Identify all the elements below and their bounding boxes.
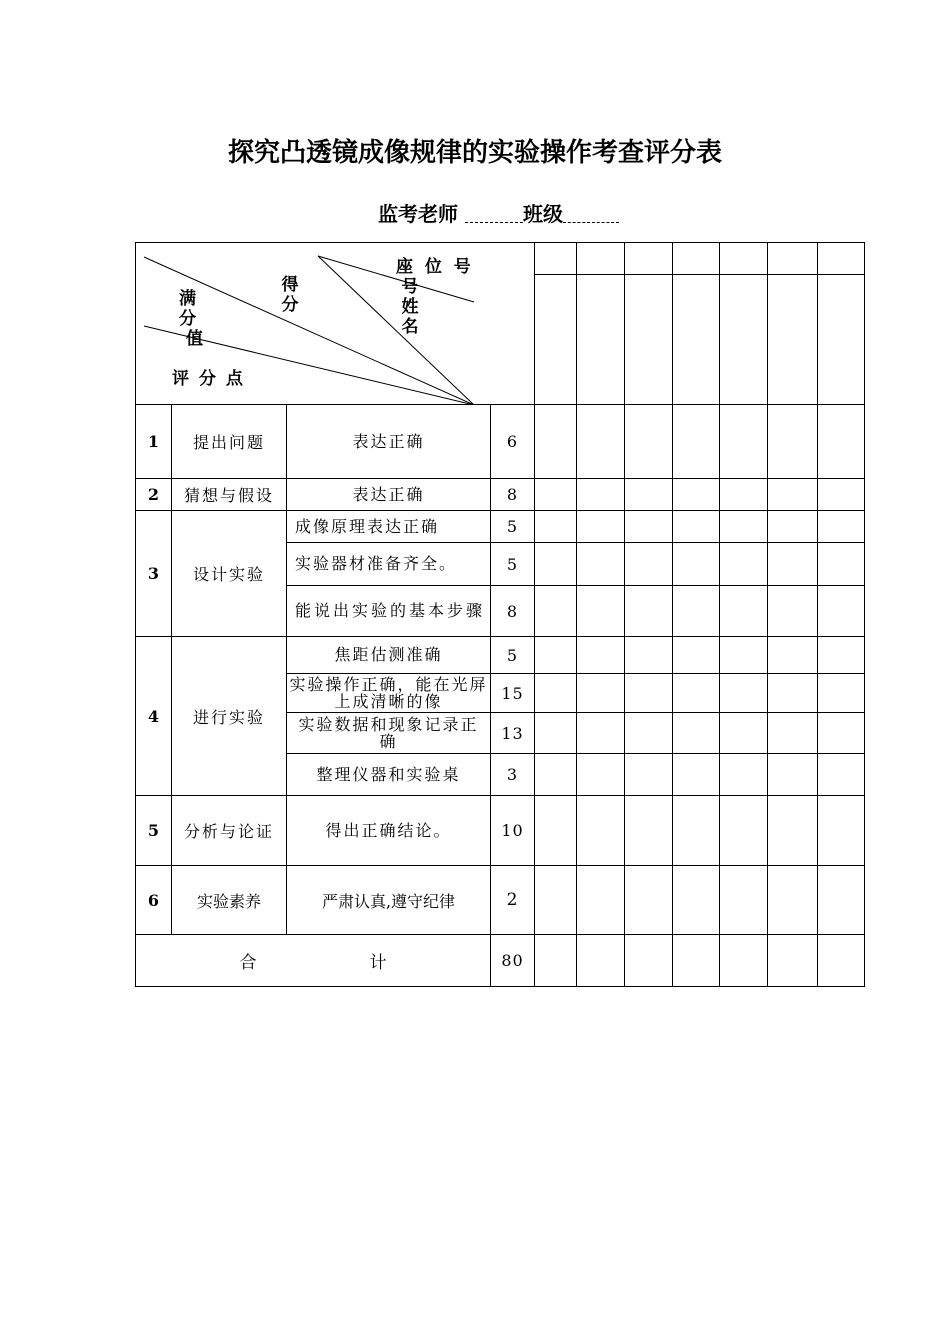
score-cell[interactable] (625, 866, 673, 935)
score-cell[interactable] (577, 586, 625, 637)
score-cell[interactable] (720, 713, 768, 754)
score-cell[interactable] (673, 586, 720, 637)
score-cell[interactable] (673, 405, 720, 479)
score-cell[interactable] (768, 866, 818, 935)
total-label: 合 计 (136, 935, 491, 987)
full-score: 5 (491, 543, 535, 586)
score-cell[interactable] (625, 935, 673, 987)
full-score: 5 (491, 637, 535, 674)
points-header: 评 分 点 (172, 369, 245, 389)
score-cell[interactable] (720, 674, 768, 713)
score-cell[interactable] (720, 637, 768, 674)
scoring-table (135, 242, 865, 987)
name-cell[interactable] (768, 275, 818, 405)
score-cell[interactable] (535, 637, 577, 674)
score-cell[interactable] (720, 754, 768, 796)
seat-cell[interactable] (535, 243, 577, 275)
score-cell[interactable] (768, 405, 818, 479)
score-cell[interactable] (577, 637, 625, 674)
score-cell[interactable] (577, 543, 625, 586)
seat-cell[interactable] (625, 243, 673, 275)
score-cell[interactable] (535, 935, 577, 987)
score-cell[interactable] (535, 674, 577, 713)
seat-cell[interactable] (673, 243, 720, 275)
score-cell[interactable] (818, 866, 865, 935)
full-score: 10 (491, 796, 535, 866)
scoring-point: 实验器材准备齐全。 (287, 543, 491, 586)
table-row (136, 866, 865, 935)
score-cell[interactable] (535, 796, 577, 866)
score-cell[interactable] (720, 586, 768, 637)
score-cell[interactable] (577, 479, 625, 511)
score-cell[interactable] (535, 405, 577, 479)
full-score: 6 (491, 405, 535, 479)
score-cell[interactable] (720, 796, 768, 866)
score-cell[interactable] (768, 935, 818, 987)
score-cell[interactable] (818, 754, 865, 796)
total-row (136, 935, 865, 987)
teacher-label: 监考老师 (378, 202, 458, 226)
category-label: 实验素养 (172, 866, 287, 935)
seat-cell[interactable] (768, 243, 818, 275)
full-score: 13 (491, 713, 535, 754)
score-cell[interactable] (673, 866, 720, 935)
score-cell[interactable] (577, 511, 625, 543)
full-score: 8 (491, 479, 535, 511)
score-cell[interactable] (768, 713, 818, 754)
table-row (136, 405, 865, 479)
score-cell[interactable] (720, 866, 768, 935)
score-cell[interactable] (577, 754, 625, 796)
full-score: 2 (491, 866, 535, 935)
category-label: 进行实验 (172, 637, 287, 796)
score-cell[interactable] (720, 479, 768, 511)
name-cell[interactable] (535, 275, 577, 405)
score-cell[interactable] (535, 543, 577, 586)
scoring-point: 得出正确结论。 (287, 796, 491, 866)
diagonal-header (136, 243, 535, 405)
score-cell[interactable] (673, 511, 720, 543)
score-cell[interactable] (673, 543, 720, 586)
scoring-point: 能说出实验的基本步骤 (287, 586, 491, 637)
category-label: 分析与论证 (172, 796, 287, 866)
name-header: 号 姓 名 (401, 277, 419, 337)
score-cell[interactable] (577, 796, 625, 866)
table-row (136, 796, 865, 866)
score-cell[interactable] (535, 713, 577, 754)
score-cell[interactable] (818, 935, 865, 987)
scoring-point: 焦距估测准确 (287, 637, 491, 674)
scoring-point: 整理仪器和实验桌 (287, 754, 491, 796)
score-cell[interactable] (535, 866, 577, 935)
full-score: 5 (491, 511, 535, 543)
row-number: 4 (136, 637, 172, 796)
name-cell[interactable] (673, 275, 720, 405)
score-cell[interactable] (818, 586, 865, 637)
score-cell[interactable] (673, 754, 720, 796)
score-cell[interactable] (535, 511, 577, 543)
row-number: 5 (136, 796, 172, 866)
table-row (136, 637, 865, 674)
scoring-point: 实验数据和现象记录正确 (287, 713, 491, 754)
score-cell[interactable] (673, 796, 720, 866)
score-cell[interactable] (768, 754, 818, 796)
score-cell[interactable] (673, 935, 720, 987)
score-cell[interactable] (673, 479, 720, 511)
score-cell[interactable] (535, 479, 577, 511)
score-cell[interactable] (625, 637, 673, 674)
row-number: 1 (136, 405, 172, 479)
full-score: 3 (491, 754, 535, 796)
score-cell[interactable] (625, 543, 673, 586)
score-cell[interactable] (768, 586, 818, 637)
score-cell[interactable] (535, 586, 577, 637)
scoring-point: 严肃认真,遵守纪律 (287, 866, 491, 935)
seat-cell[interactable] (577, 243, 625, 275)
score-cell[interactable] (625, 405, 673, 479)
score-got-header: 得 分 (281, 275, 299, 315)
score-cell[interactable] (673, 637, 720, 674)
score-cell[interactable] (768, 674, 818, 713)
name-cell[interactable] (625, 275, 673, 405)
score-cell[interactable] (577, 405, 625, 479)
score-cell[interactable] (818, 713, 865, 754)
scoring-point: 表达正确 (287, 479, 491, 511)
score-cell[interactable] (673, 674, 720, 713)
score-cell[interactable] (625, 754, 673, 796)
name-cell[interactable] (818, 275, 865, 405)
name-cell[interactable] (577, 275, 625, 405)
row-number: 3 (136, 511, 172, 637)
score-cell[interactable] (577, 713, 625, 754)
score-cell[interactable] (720, 405, 768, 479)
seat-header: 座 位 号 (396, 257, 471, 277)
score-cell[interactable] (768, 479, 818, 511)
score-cell[interactable] (768, 637, 818, 674)
scoring-point: 表达正确 (287, 405, 491, 479)
full-score: 15 (491, 674, 535, 713)
exam-info-line (378, 198, 619, 227)
score-cell[interactable] (720, 543, 768, 586)
table-row (136, 511, 865, 543)
score-cell[interactable] (818, 479, 865, 511)
score-cell[interactable] (818, 511, 865, 543)
score-cell[interactable] (577, 935, 625, 987)
score-cell[interactable] (768, 511, 818, 543)
score-cell[interactable] (818, 674, 865, 713)
category-label: 猜想与假设 (172, 479, 287, 511)
score-cell[interactable] (818, 796, 865, 866)
score-cell[interactable] (673, 713, 720, 754)
teacher-blank (465, 204, 523, 223)
row-number: 6 (136, 866, 172, 935)
score-cell[interactable] (625, 586, 673, 637)
score-cell[interactable] (818, 543, 865, 586)
score-cell[interactable] (535, 754, 577, 796)
score-cell[interactable] (625, 713, 673, 754)
score-cell[interactable] (625, 674, 673, 713)
name-cell[interactable] (720, 275, 768, 405)
row-number: 2 (136, 479, 172, 511)
full-score-header: 满 分 值 (179, 289, 203, 349)
score-cell[interactable] (818, 637, 865, 674)
scoring-point: 成像原理表达正确 (287, 511, 491, 543)
score-cell[interactable] (768, 543, 818, 586)
table-row (136, 479, 865, 511)
seat-cell[interactable] (720, 243, 768, 275)
category-label: 提出问题 (172, 405, 287, 479)
class-blank (563, 204, 619, 223)
scoring-point: 实验操作正确，能在光屏上成清晰的像 (287, 674, 491, 713)
full-score: 8 (491, 586, 535, 637)
score-cell[interactable] (720, 511, 768, 543)
score-cell[interactable] (625, 511, 673, 543)
score-cell[interactable] (768, 796, 818, 866)
score-cell[interactable] (818, 405, 865, 479)
page-title: 探究凸透镜成像规律的实验操作考查评分表 (227, 138, 722, 168)
score-cell[interactable] (625, 479, 673, 511)
total-score: 80 (491, 935, 535, 987)
category-label: 设计实验 (172, 511, 287, 637)
class-label: 班级 (522, 202, 563, 226)
seat-cell[interactable] (818, 243, 865, 275)
score-cell[interactable] (577, 866, 625, 935)
score-cell[interactable] (625, 796, 673, 866)
score-cell[interactable] (720, 935, 768, 987)
score-cell[interactable] (577, 674, 625, 713)
